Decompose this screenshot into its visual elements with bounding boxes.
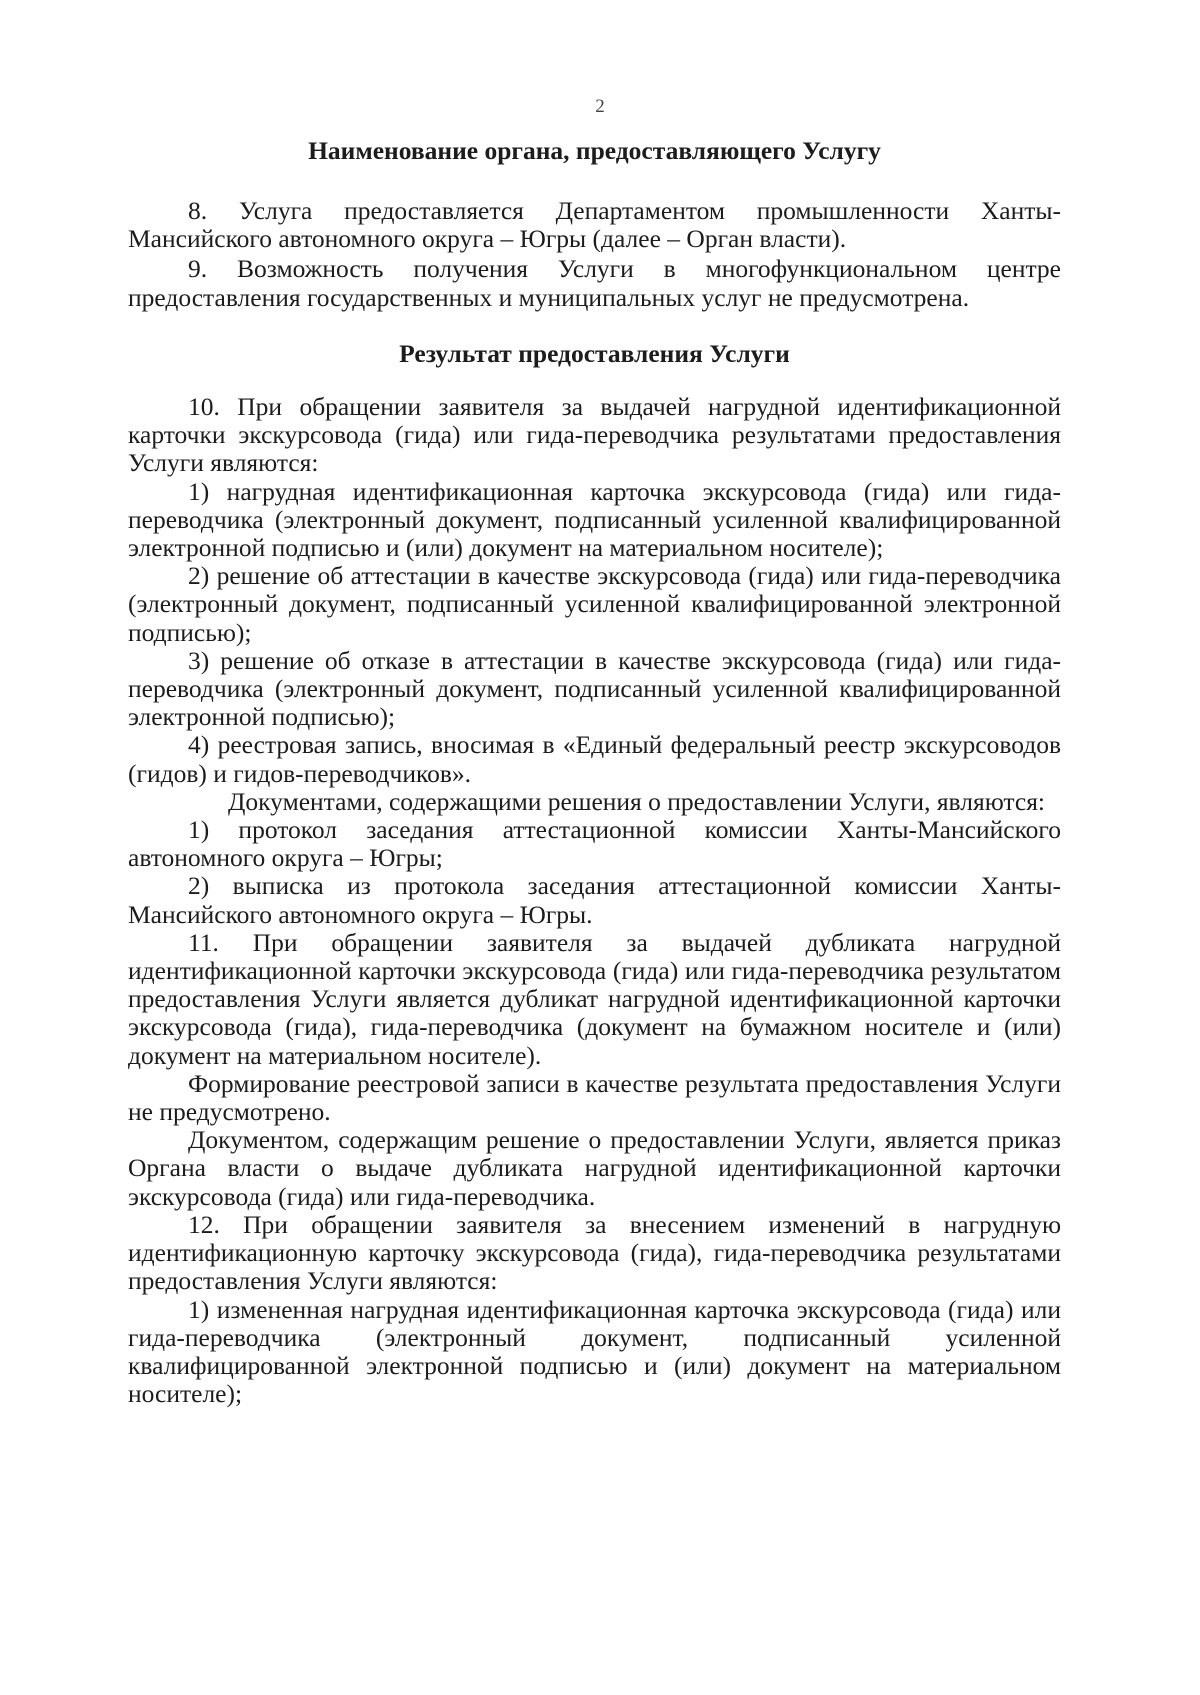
documents-intro: Документами, содержащими решения о предоставлении Услуги, являются: <box>228 786 1046 816</box>
paragraph-10-item-4: 4) реестровая запись, вносимая в «Единый федеральный реестр экскурсоводов (гидов) и гидов-переводчиков». <box>128 730 1061 788</box>
section-heading-result: Результат предоставления Услуги <box>399 339 790 368</box>
documents-item-1: 1) протокол заседания аттестационной комиссии Ханты-Мансийского автономного округа – Югры; <box>128 815 1061 873</box>
page-number: 2 <box>595 96 605 117</box>
section-organ <box>128 137 1061 312</box>
section-heading-organ: Наименование органа, предоставляющего Услугу <box>308 136 881 165</box>
paragraph-10-item-3: 3) решение об отказе в аттестации в качестве экскурсовода (гида) или гида-переводчика (электронный документ, подписанный усиленной квалифицированной электронной подписью); <box>128 645 1061 732</box>
section-result <box>128 340 1061 1408</box>
paragraph-10-item-2: 2) решение об аттестации в качестве экскурсовода (гида) или гида-переводчика (электронный документ, подписанный усиленной квалифицированной электронной подписью); <box>128 561 1061 647</box>
paragraph-11: 11. При обращении заявителя за выдачей дубликата нагрудной идентификационной карточки экскурсовода (гида) или гида-переводчика результатом предоставления Услуги является дубликат нагрудной идентификационной карточки экскурсовода (гида), гида-переводчика (документ на бумажном носителе и (или) документ на материальном носителе). <box>128 927 1061 1070</box>
documents-item-2: 2) выписка из протокола заседания аттестационной комиссии Ханты-Мансийского автономного округа – Югры. <box>128 871 1061 929</box>
paragraph-8: 8. Услуга предоставляется Департаментом промышленности Ханты-Мансийского автономного округа – Югры (далее – Орган власти). <box>128 196 1061 254</box>
paragraph-9: 9. Возможность получения Услуги в многофункциональном центре предоставления государственных и муниципальных услуг не предусмотрена. <box>128 254 1061 312</box>
paragraph-12: 12. При обращении заявителя за внесением изменений в нагрудную идентификационную карточку экскурсовода (гида), гида-переводчика результатами предоставления Услуги являются: <box>128 1209 1061 1296</box>
paragraph-12-item-1: 1) измененная нагрудная идентификационная карточка экскурсовода (гида) или гида-переводчика (электронный документ, подписанный усиленной квалифицированной электронной подписью и (или) документ на материальном носителе); <box>128 1294 1061 1409</box>
paragraph-10-item-1: 1) нагрудная идентификационная карточка экскурсовода (гида) или гида-переводчика (электронный документ, подписанный усиленной квалифицированной электронной подписью и (или) документ на материальном носителе); <box>128 476 1061 563</box>
paragraph-11-document: Документом, содержащим решение о предоставлении Услуги, является приказ Органа власти о выдаче дубликата нагрудной идентификационной карточки экскурсовода (гида) или гида-переводчика. <box>128 1125 1061 1211</box>
paragraph-11-registry: Формирование реестровой записи в качестве результата предоставления Услуги не предусмотрено. <box>128 1068 1061 1127</box>
paragraph-10: 10. При обращении заявителя за выдачей нагрудной идентификационной карточки экскурсовода (гида) или гида-переводчика результатами предоставления Услуги являются: <box>128 392 1061 478</box>
